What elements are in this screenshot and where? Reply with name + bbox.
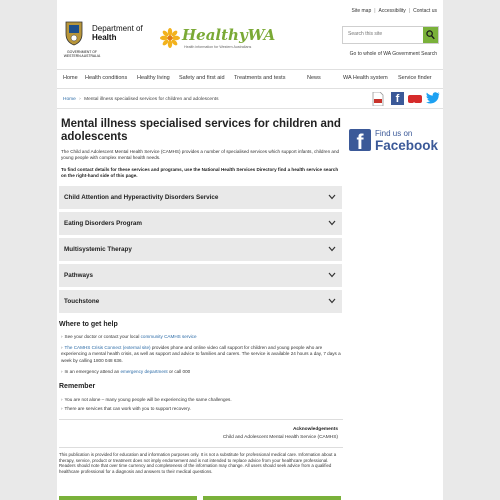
remember-heading: Remember xyxy=(59,383,96,390)
facebook-icon[interactable]: f xyxy=(391,92,404,105)
nav-treatments-tests[interactable]: Treatments and tests xyxy=(234,75,286,81)
twitter-icon[interactable] xyxy=(426,92,440,104)
page xyxy=(57,0,443,500)
accordion-touchstone[interactable] xyxy=(59,290,342,313)
directory-note: To find contact details for these services and programs, use the National Health Services Directory find a health service search on the right-hand side of this page. xyxy=(61,167,339,178)
facebook-logo-icon: f xyxy=(349,129,371,151)
page-title: Mental illness specialised services for children and adolescents xyxy=(61,118,341,143)
healthywa-tagline: Health information for Western Australians xyxy=(184,45,252,49)
chevron-down-icon xyxy=(328,220,336,226)
nav-wa-health-system[interactable]: WA Health system xyxy=(343,75,388,81)
search-input[interactable] xyxy=(346,27,425,41)
wa-gov-search-link[interactable]: Go to whole of WA Government Search xyxy=(349,51,437,57)
top-links: Site map | Accessibility | Contact us xyxy=(351,8,437,14)
accordion-label: Child Attention and Hyperactivity Disorders Service xyxy=(64,194,219,201)
breadcrumb-current: Mental illness specialised services for children and adolescents xyxy=(84,97,219,102)
search-button[interactable] xyxy=(423,27,438,43)
disclaimer-text: This publication is provided for education and information purposes only. It is not a substitute for professional medical care. Information about a therapy, service, product or treatment does not imply endorsement and is not intended to replace advice from your healthcare professional. Readers should note that over time currency and completeness of the information may change. All users should seek advice from a qualified healthcare professional for a diagnosis and answers to their medical questions. xyxy=(59,452,337,474)
site-map-link[interactable]: Site map xyxy=(351,8,372,14)
chevron-down-icon xyxy=(328,272,336,278)
emergency-department-link[interactable]: emergency department xyxy=(120,369,168,374)
nav-home[interactable]: Home xyxy=(63,75,78,81)
accordion-chads[interactable] xyxy=(59,186,342,209)
search-icon xyxy=(426,30,435,40)
pdf-icon[interactable] xyxy=(372,92,384,106)
facebook-find-text: Find us on xyxy=(375,129,413,138)
facebook-wordmark: Facebook xyxy=(375,138,439,153)
intro-text: The Child and Adolescent Mental Health Service (CAMHS) provides a number of specialised services which support infants, children and young people with complex mental health needs. xyxy=(61,149,340,160)
healthywa-flower-icon xyxy=(160,28,180,48)
healthywa-wordmark: HealthyWA xyxy=(182,26,276,44)
nav-service-finder[interactable]: Service finder xyxy=(398,75,432,81)
disclaimer-divider xyxy=(59,447,343,448)
nav-healthy-living[interactable]: Healthy living xyxy=(137,75,170,81)
camhs-crisis-connect-link[interactable]: The CAMHS Crisis Connect (external site) xyxy=(64,345,151,350)
remember-bullet-services: › There are services that can work with you to support recovery. xyxy=(61,406,191,411)
where-to-get-help-heading: Where to get help xyxy=(59,321,118,328)
acknowledgements-heading: Acknowledgements xyxy=(292,427,338,432)
header-divider xyxy=(57,108,443,109)
footer-bar-right xyxy=(203,496,341,500)
site-search xyxy=(342,26,439,44)
chevron-down-icon xyxy=(328,246,336,252)
breadcrumb-home[interactable]: Home xyxy=(63,97,76,102)
wa-crest-icon xyxy=(62,20,86,46)
nav-health-conditions[interactable]: Health conditions xyxy=(85,75,128,81)
accordion-pathways[interactable] xyxy=(59,264,342,287)
accordion-label: Pathways xyxy=(64,272,94,279)
footer-bar-left xyxy=(59,496,197,500)
government-label: GOVERNMENT OF WESTERN AUSTRALIA xyxy=(63,50,101,58)
accordion-label: Multisystemic Therapy xyxy=(64,246,132,253)
youtube-icon[interactable] xyxy=(408,95,422,103)
facebook-banner[interactable] xyxy=(349,127,440,156)
community-camhs-link[interactable]: community CAMHS service xyxy=(140,334,197,339)
department-of-health-logo[interactable] xyxy=(62,20,150,64)
content-divider xyxy=(59,419,343,420)
breadcrumb: Home › Mental illness specialised services for children and adolescents xyxy=(63,97,219,102)
remember-bullet-not-alone: › You are not alone – many young people will be experiencing the same challenges. xyxy=(61,397,232,402)
acknowledgements-text: Child and Adolescent Mental Health Service (CAMHS) xyxy=(222,435,338,440)
accessibility-link[interactable]: Accessibility xyxy=(378,8,406,14)
chevron-down-icon xyxy=(328,298,336,304)
help-bullet-emergency: › In an emergency attend an emergency department or call 000 xyxy=(61,369,191,374)
accordion-multisystemic[interactable] xyxy=(59,238,342,261)
nav-news[interactable]: News xyxy=(307,75,321,81)
accordion-label: Touchstone xyxy=(64,298,100,305)
accordion-label: Eating Disorders Program xyxy=(64,220,143,227)
chevron-down-icon xyxy=(328,194,336,200)
help-bullet-crisis-connect: › The CAMHS Crisis Connect (external site) provides phone and online video call support for children and young people who are experiencing a mental health crisis, as well as support and advice to families and carers. The service is available 24 hours a day, 7 days a week by calling 1800 048 636. xyxy=(61,345,341,363)
nav-safety-first-aid[interactable]: Safety and first aid xyxy=(179,75,225,81)
accordion-eating-disorders[interactable] xyxy=(59,212,342,235)
department-title: Department of Health xyxy=(92,24,143,42)
healthywa-logo[interactable] xyxy=(160,26,276,52)
contact-us-link[interactable]: Contact us xyxy=(413,8,437,14)
main-nav xyxy=(57,69,443,89)
help-bullet-doctor: › See your doctor or contact your local community CAMHS service xyxy=(61,334,197,339)
